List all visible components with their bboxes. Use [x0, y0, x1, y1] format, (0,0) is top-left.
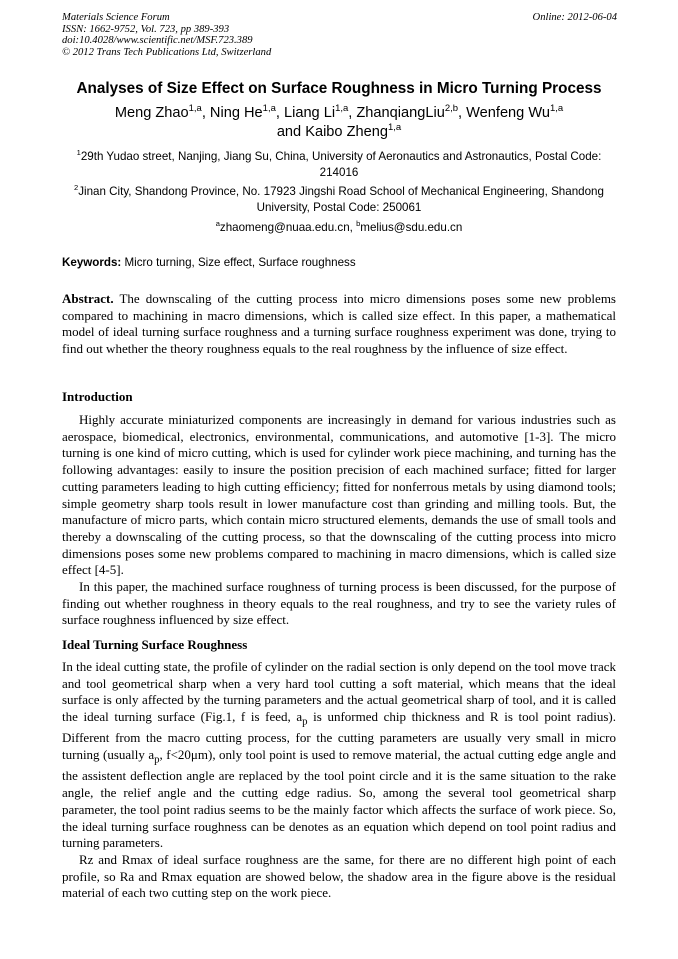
author-list: [62, 104, 616, 142]
paragraph: [62, 659, 616, 852]
author-name: , Wenfeng Wu: [458, 105, 550, 121]
author-affiliation-mark: 1,a: [262, 103, 276, 115]
introduction-heading: Introduction: [62, 389, 133, 404]
paragraph: In this paper, the machined surface roughness of turning process is been discussed, for the purpose of finding out whether roughness in theory equals to the real roughness, and try to see the variety rules of surface roughness influenced by size effect.: [62, 579, 616, 628]
affiliation-text: Jinan City, Shandong Province, No. 17923 Jingshi Road School of Mechanical Engineering, Shandong University, Postal Code: 250061: [78, 185, 604, 214]
affiliation-1: [66, 149, 612, 180]
abstract-text: The downscaling of the cutting process into micro dimensions poses some new problems compared to machining in macro dimensions, which is called size effect. In this paper, a mathematical model of ideal turning surface roughness and a turning surface roughness experiment was done, trying to find out whether the theory roughness equals to the real roughness by the influence of size effect.: [62, 291, 616, 357]
paper-title: Analyses of Size Effect on Surface Roughness in Micro Turning Process: [76, 80, 602, 97]
paragraph-text: is unformed chip thickness and R is tool point radius). Different from the macro cutting process, for the cutting parameters are usually very small in micro turning (usually a: [62, 709, 616, 763]
copyright-line: © 2012 Trans Tech Publications Ltd, Switzerland: [62, 46, 272, 58]
author-name: Meng Zhao: [114, 105, 189, 121]
paragraph-text: , f<20μm), only tool point is used to remove material, the actual cutting edge angle and the assistent deflection angle are replaced by the tool point circle and it is the same situation to the rake angle, the relief angle and the cutting edge radius. So, among the several tool geometrical sharp parameter, the tool point radius seems to be the mainly factor which affects the surface of work piece. So, the ideal turning surface roughness can be denotes as an equation which depend on tool point radius and turning parameters.: [62, 747, 616, 851]
author-affiliation-mark: 1,a: [188, 103, 202, 115]
issn-line: ISSN: 1662-9752, Vol. 723, pp 389-393: [62, 23, 230, 35]
keywords: [62, 256, 616, 269]
subscript: p: [154, 753, 160, 766]
affiliation-text: 29th Yudao street, Nanjing, Jiang Su, China, University of Aeronautics and Astronautics, Postal Code: 214016: [80, 150, 602, 179]
author-name: , Ning He: [201, 105, 263, 121]
online-date: Online: 2012-06-04: [532, 12, 617, 23]
ideal-roughness-body: [62, 659, 616, 902]
affiliation-number: 1: [76, 148, 81, 158]
email-address[interactable]: zhaomeng@nuaa.edu.cn,: [219, 221, 357, 234]
author-name: , ZhanqiangLiu: [348, 105, 445, 121]
abstract: [62, 291, 616, 358]
author-affiliation-mark: 2,b: [444, 103, 459, 115]
email-line: [66, 220, 612, 236]
email-address[interactable]: melius@sdu.edu.cn: [360, 221, 463, 234]
affiliation-2: [66, 184, 612, 215]
subscript: p: [302, 715, 308, 728]
journal-name: Materials Science Forum: [62, 12, 170, 23]
affiliation-number: 2: [74, 183, 79, 193]
abstract-label: Abstract.: [62, 291, 114, 306]
journal-header: [62, 12, 617, 58]
keywords-label: Keywords:: [62, 256, 122, 269]
author-affiliation-mark: 1,a: [387, 122, 402, 134]
author-name: , Liang Li: [275, 105, 336, 121]
introduction-body: [62, 412, 616, 629]
author-affiliation-mark: 1,a: [549, 103, 564, 115]
author-affiliation-mark: 1,a: [335, 103, 349, 115]
keywords-text: Micro turning, Size effect, Surface roughness: [121, 256, 356, 269]
paragraph-text: In the ideal cutting state, the profile of cylinder on the radial section is only depend on the tool move track and tool geometrical sharp when a very hard tool cutting a soft material, which means that the ideal surface is only affected by the turning parameters and the actual geometrical sharp of tool, and it is called the ideal turning surface (Fig.1, f is feed, a: [62, 659, 616, 725]
author-name: and Kaibo Zheng: [276, 124, 388, 140]
ideal-roughness-heading: Ideal Turning Surface Roughness: [62, 637, 248, 652]
doi-line: doi:10.4028/www.scientific.net/MSF.723.389: [62, 35, 253, 47]
email-mark: a: [215, 219, 220, 229]
email-mark: b: [356, 219, 361, 229]
paragraph: Rz and Rmax of ideal surface roughness are the same, for there are no different high point of each profile, so Ra and Rmax equation are showed below, the shadow area in the figure above is the residual material of each two cutting step on the work piece.: [62, 851, 616, 901]
paragraph: Highly accurate miniaturized components are increasingly in demand for various industries such as aerospace, biomedical, electronics, environmental, communications, and automotive [1-3]. The micro turning is one kind of micro cutting, which is used for cylinder work piece machining, and turning has the following advantages: easily to insure the position precision of each machined surface; fitted for larger cutting parameters leading to high cutting efficiency; fitted for nonferrous metals by using diamond tools; simple geometry sharp tools result in lower manufacture cost than grinding and milling tools. But, the manufacture of micro parts, which contain micro structured elements, demands the use of small tools and thereby a downscaling of the cutting process, so that the downscaling of the cutting process into micro dimensions poses some new problems compared to machining in macro dimensions, which is called size effect [4-5].: [62, 412, 616, 578]
